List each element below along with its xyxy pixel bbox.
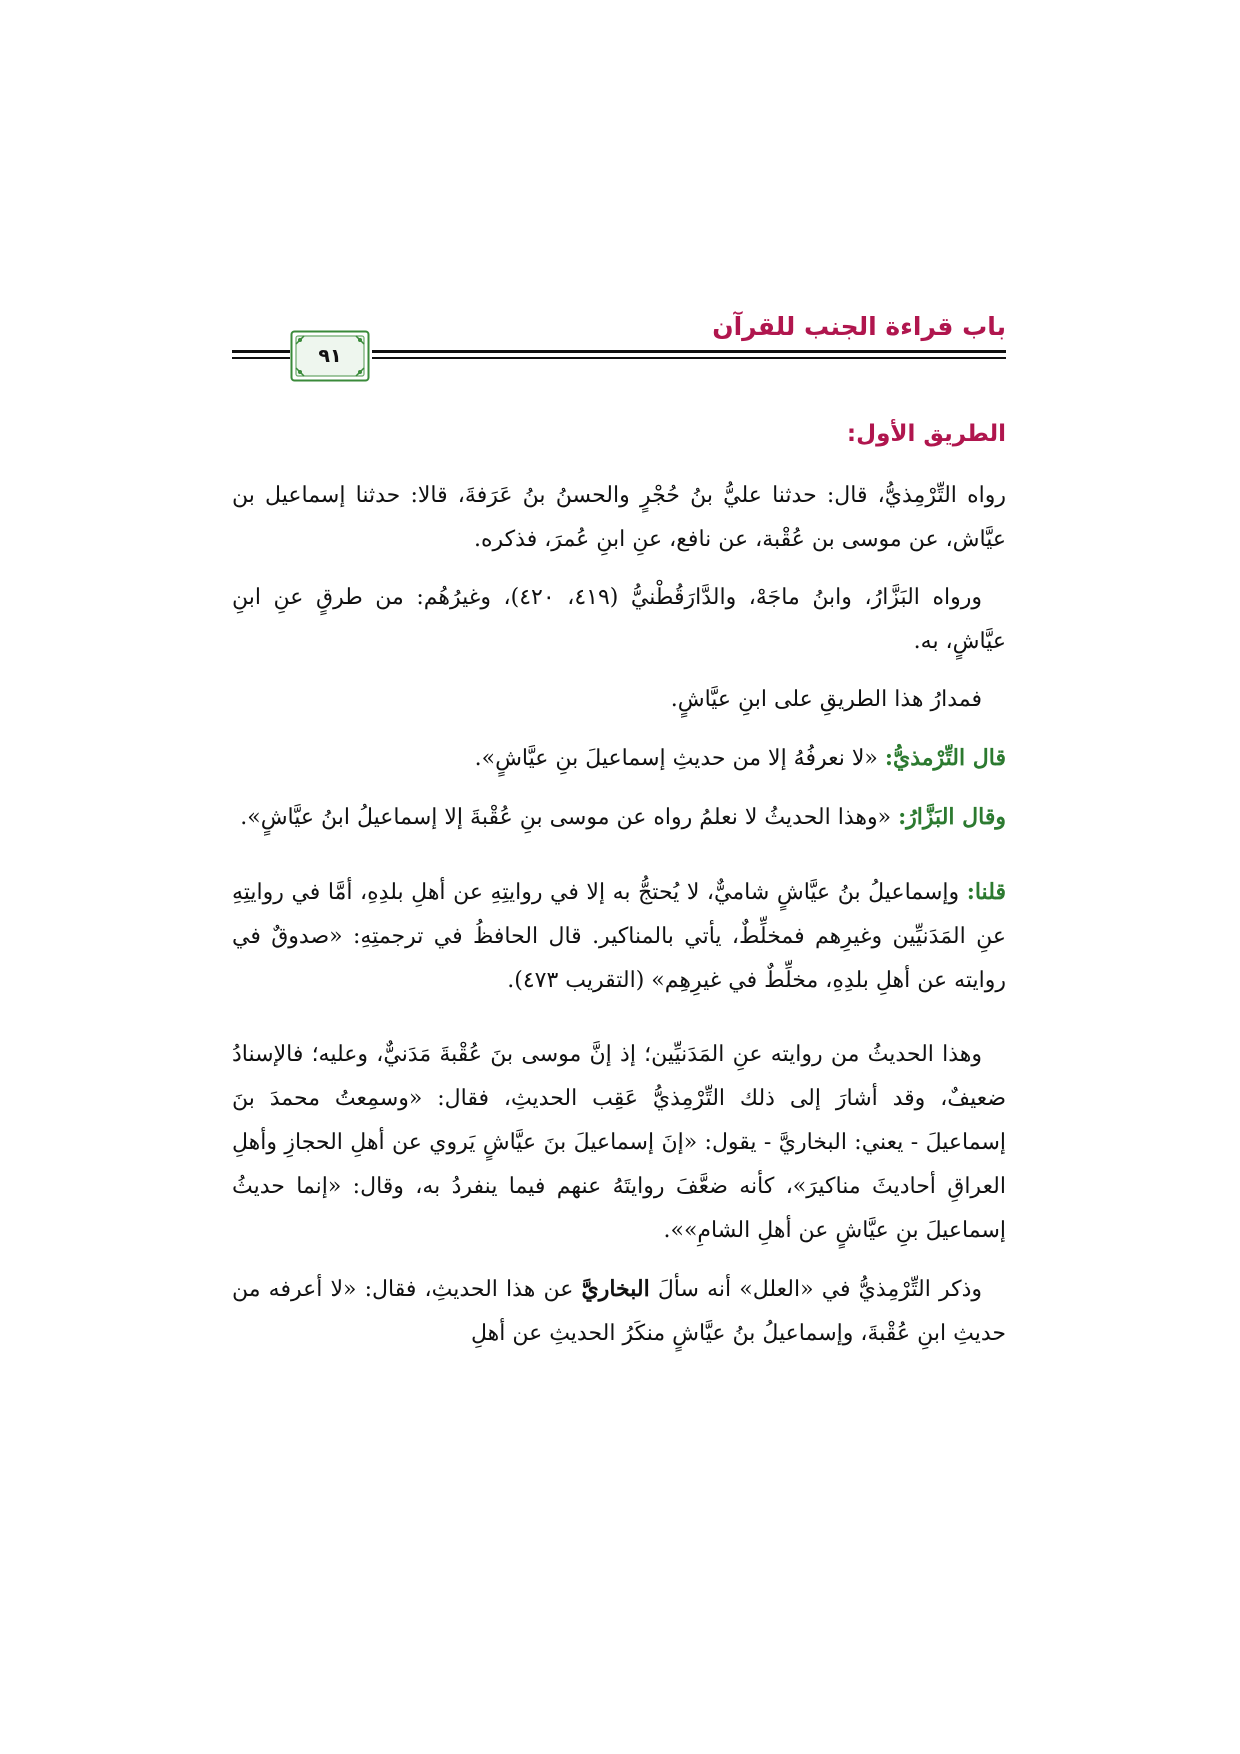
page-number: ٩١ [318, 345, 342, 367]
paragraph: ورواه البَزَّارُ، وابنُ ماجَهْ، والدَّارَقُطْنيُّ (٤١٩، ٤٢٠)، وغيرُهُم: من طرقٍ عنِ ابنِ عيَّاشٍ، به. [232, 585, 1006, 654]
paragraph-text: وإسماعيلُ بنُ عيَّاشٍ شاميٌّ، لا يُحتجُّ به إلا في روايتِهِ عن أهلِ بلدِهِ، أمَّا في روايتِهِ عنِ المَدَنيِّين وغيرِهم فمخلِّطٌ، يأتي بالمناكير. قال الحافظُ في ترجمتِهِ: «صدوقٌ في روايته عن أهلِ بلدِهِ، مخلِّطٌ في غيرِهِم» (التقريب ٤٧٣). [232, 880, 1006, 993]
paragraph: رواه التِّرْمِذيُّ، قال: حدثنا عليُّ بنُ حُجْرٍ والحسنُ بنُ عَرَفةَ، قالا: حدثنا إسماعيل بن عيَّاش، عن موسى بن عُقْبة، عن نافع، عنِ ابنِ عُمرَ، فذكره. [232, 483, 1006, 552]
paragraph-text: وذكر التِّرْمِذيُّ في «العلل» أنه سألَ [649, 1277, 983, 1302]
speaker-label: قال التِّرْمذيُّ: [884, 745, 1006, 771]
paragraph [232, 736, 1006, 781]
header-rule [232, 357, 290, 359]
paragraph-text: «وهذا الحديثُ لا نعلمُ رواه عن موسى بنِ عُقْبةَ إلا إسماعيلُ ابنُ عيَّاشٍ». [240, 805, 899, 830]
speaker-label: قلنا: [966, 879, 1006, 905]
paragraph-text: عن هذا الحديثِ، فقال: «لا أعرفه من حديثِ ابنِ عُقْبةَ، وإسماعيلُ بنُ عيَّاشٍ منكَرُ الحديثِ عن أهلِ [232, 1277, 1006, 1346]
bold-name: البخاريَّ [581, 1276, 650, 1302]
page-number-badge [290, 330, 370, 382]
speaker-label: وقال البَزَّارُ: [898, 804, 1006, 830]
paragraph-text: «لا نعرفُهُ إلا من حديثِ إسماعيلَ بنِ عيَّاشٍ». [474, 746, 885, 771]
header-rule [372, 357, 1006, 359]
paragraph: وهذا الحديثُ من روايته عنِ المَدَنيِّين؛ إذ إنَّ موسى بنَ عُقْبةَ مَدَنيٌّ، وعليه؛ فالإسنادُ ضعيفٌ، وقد أشارَ إلى ذلك التِّرْمِذيُّ عَقِب الحديثِ، فقال: «وسمِعتُ محمدَ بنَ إسماعيلَ - يعني: البخاريَّ - يقول: «إنَ إسماعيلَ بنَ عيَّاشٍ يَروي عن أهلِ الحجازِ وأهلِ العراقِ أحاديثَ مناكيرَ»، كأنه ضعَّفَ روايتَهُ عنهم فيما ينفردُ به، وقال: «إنما حديثُ إسماعيلَ بنِ عيَّاشٍ عن أهلِ الشامِ»». [232, 1042, 1006, 1243]
header-rule [372, 350, 1006, 353]
header-rule [232, 350, 290, 353]
main-text [232, 412, 1006, 1370]
paragraph [232, 1267, 1006, 1356]
paragraph [232, 795, 1006, 840]
chapter-title: باب قراءة الجنب للقرآن [712, 312, 1006, 341]
paragraph [232, 870, 1006, 1003]
paragraph: فمدارُ هذا الطريقِ على ابنِ عيَّاشٍ. [670, 687, 982, 712]
section-heading: الطريق الأول: [846, 421, 1006, 447]
